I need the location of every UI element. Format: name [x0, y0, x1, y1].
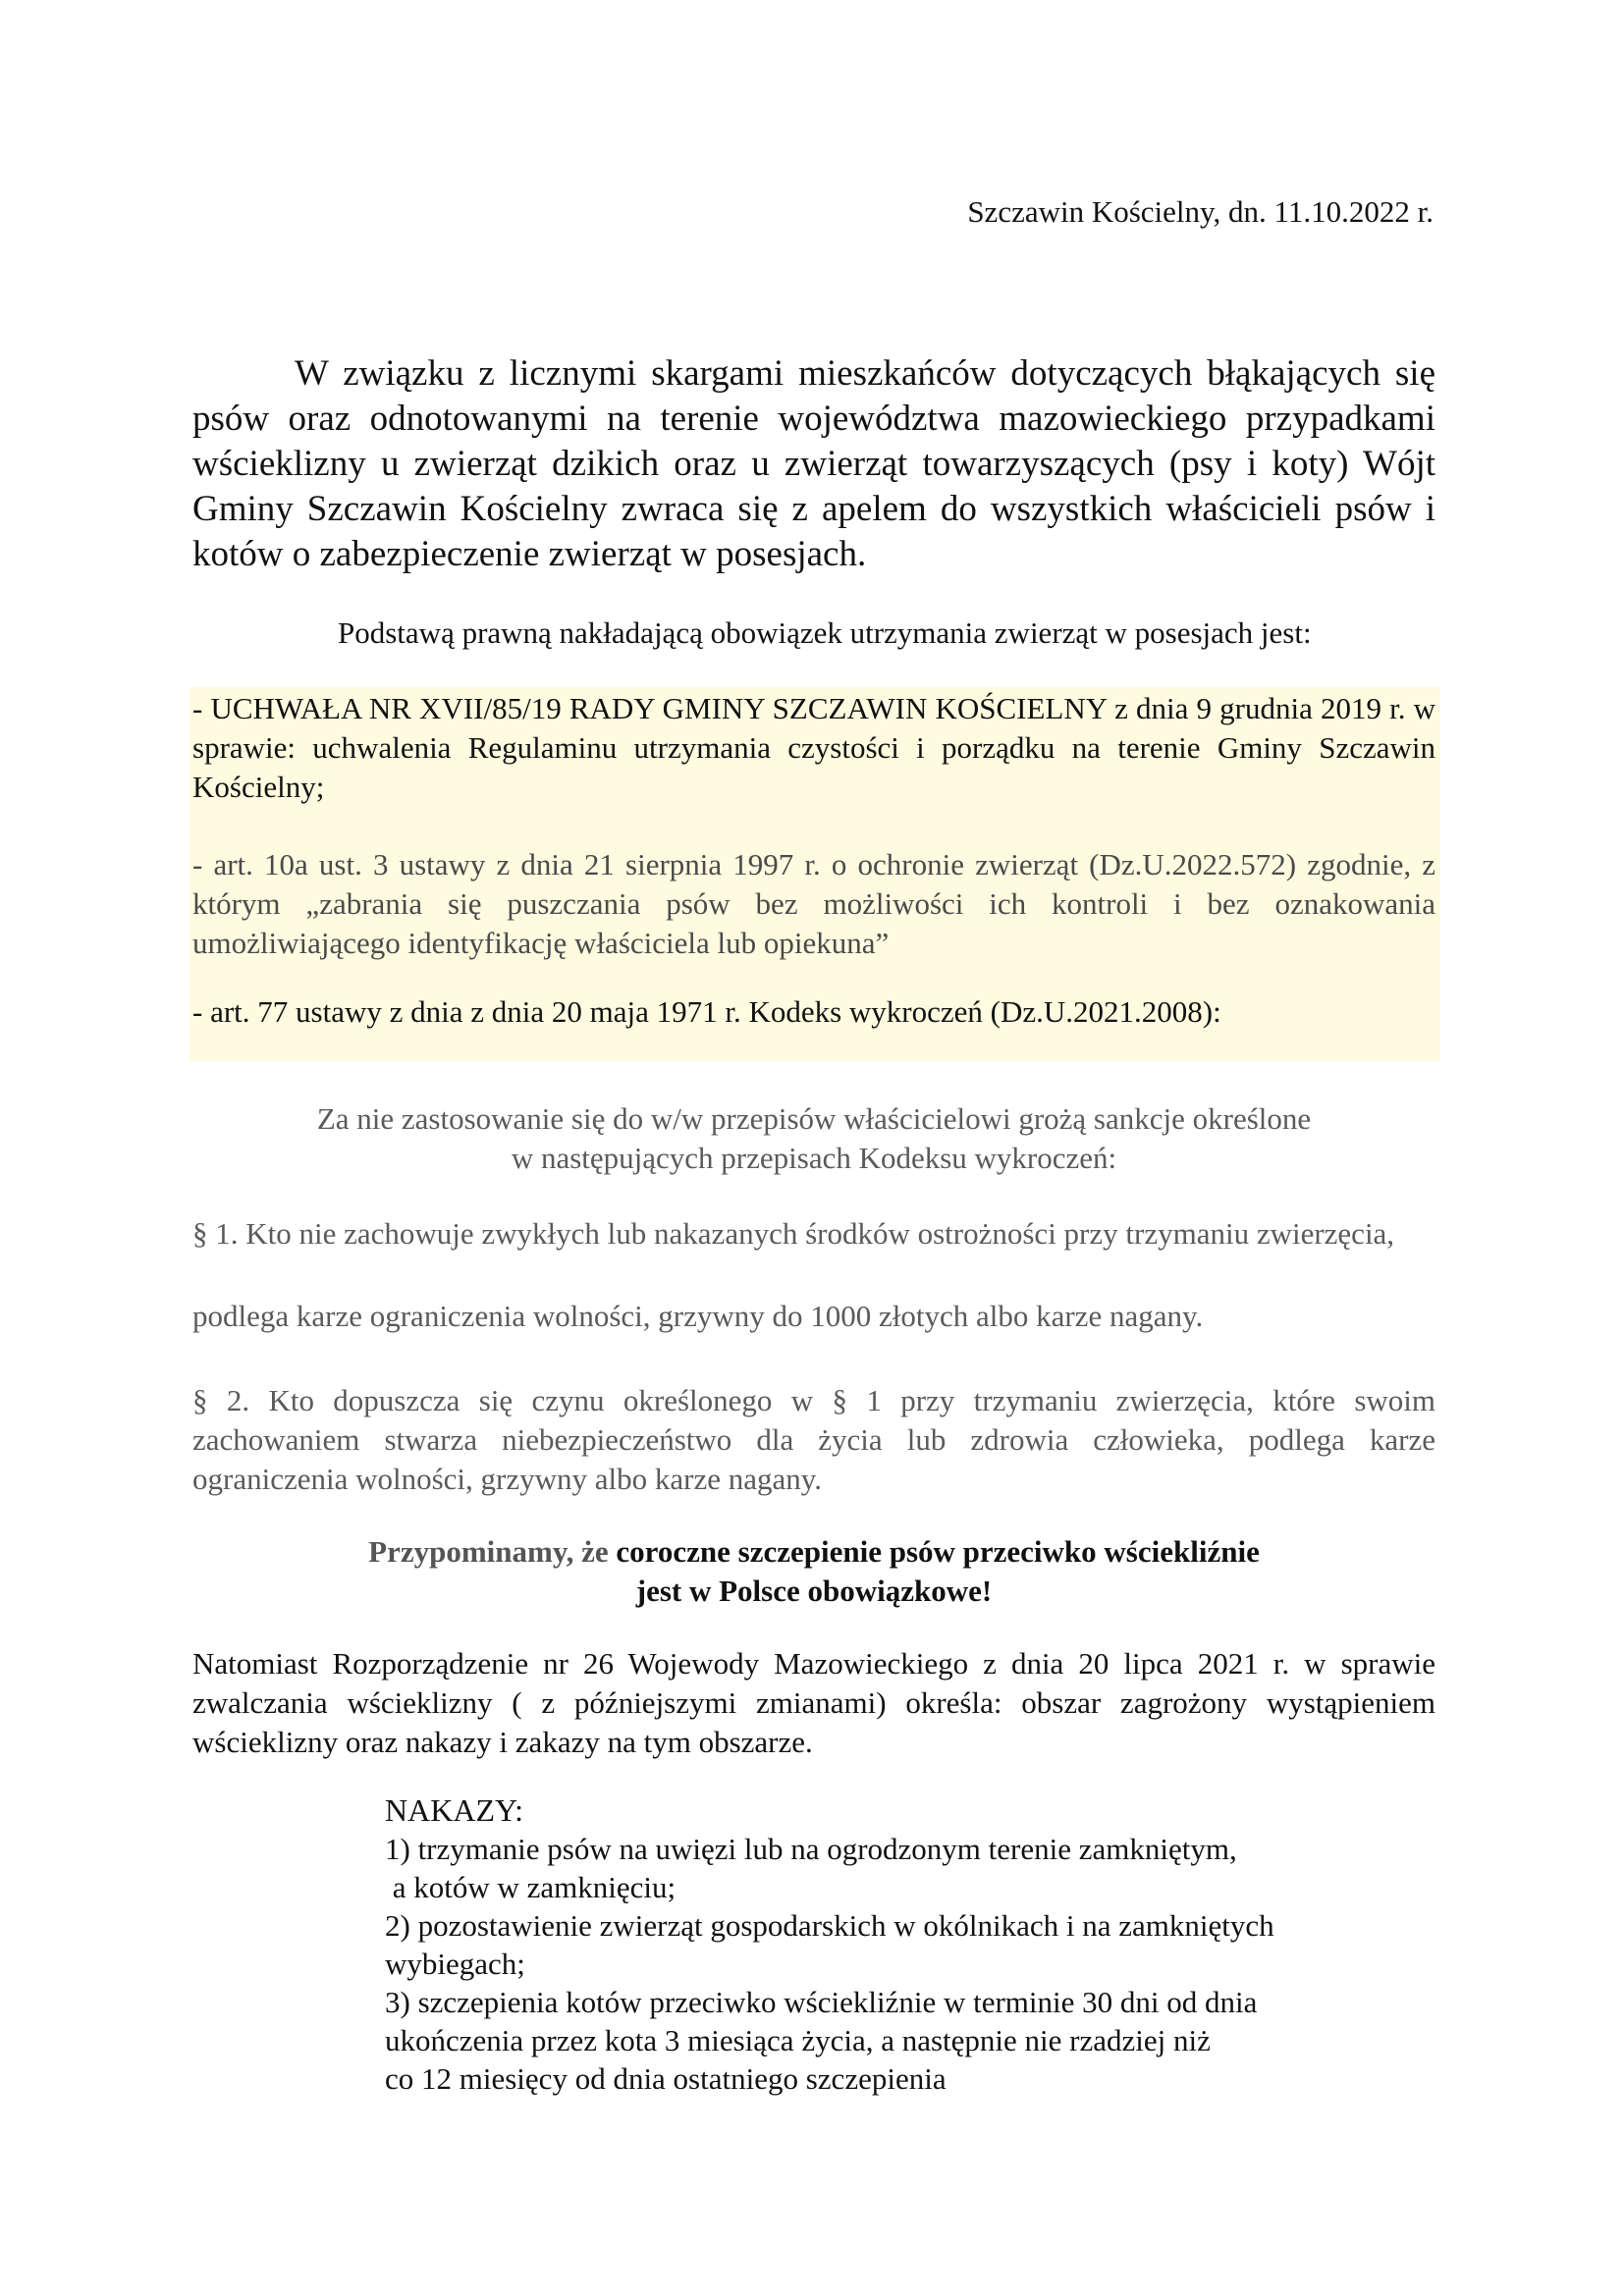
paragraph-2: § 2. Kto dopuszcza się czynu określonego w § 1 przy trzymaniu zwierzęcia, które swoim zachowaniem stwarza niebezpieczeństwo dla życia lub zdrowia człowieka, podlega karze ograniczenia wolności, grzywny albo karze nagany.	[192, 1383, 1435, 1496]
orders-line: wybiegach;	[385, 1947, 525, 1981]
reminder-line-2: jest w Polsce obowiązkowe!	[635, 1574, 993, 1608]
reminder-emphasis: coroczne szczepienie psów przeciwko wściekliźnie	[616, 1534, 1260, 1569]
intro-paragraph	[192, 351, 1435, 577]
resolution-item: - UCHWAŁA NR XVII/85/19 RADY GMINY SZCZAWIN KOŚCIELNY z dnia 9 grudnia 2019 r. w sprawie: uchwalenia Regulaminu utrzymania czystości i porządku na terenie Gminy Szczawin Kościelny;	[192, 691, 1435, 804]
sanctions-line-2: w następujących przepisach Kodeksu wykroczeń:	[511, 1141, 1117, 1175]
orders-line: ukończenia przez kota 3 miesiąca życia, a następnie nie rzadziej niż	[385, 2023, 1211, 2057]
regulation-paragraph: Natomiast Rozporządzenie nr 26 Wojewody Mazowieckiego z dnia 20 lipca 2021 r. w sprawie zwalczania wścieklizny ( z późniejszymi zmianami) określa: obszar zagrożony wystąpieniem wścieklizny oraz nakazy i zakazy na tym obszarze.	[192, 1646, 1435, 1759]
offences-code-item: - art. 77 ustawy z dnia z dnia 20 maja 1971 r. Kodeks wykroczeń (Dz.U.2021.2008):	[192, 994, 1221, 1029]
orders-line: a kotów w zamknięciu;	[385, 1870, 677, 1904]
intro-text: W związku z licznymi skargami mieszkańców dotyczących błąkających się psów oraz odnotowanymi na terenie województwa mazowieckiego przypadkami wścieklizny u zwierząt dzikich oraz u zwierząt towarzyszących (psy i koty) Wójt Gminy Szczawin Kościelny zwraca się z apelem do wszystkich właścicieli psów i kotów o zabezpieczenie zwierząt w posesjach.	[192, 353, 1435, 574]
orders-list	[385, 1791, 1367, 2098]
animal-protection-act-item	[192, 845, 1435, 963]
reminder-line-1	[192, 1532, 1435, 1572]
animal-protection-act-text: - art. 10a ust. 3 ustawy z dnia 21 sierpnia 1997 r. o ochronie zwierząt (Dz.U.2022.572) zgodnie, z którym „zabrania się puszczania psów bez możliwości ich kontroli i bez oznakowania umożliwiającego identyfikację właściciela lub opiekuna”	[192, 847, 1435, 960]
place-and-date: Szczawin Kościelny, dn. 11.10.2022 r.	[967, 194, 1434, 229]
sanctions-intro	[192, 1099, 1435, 1178]
orders-line: 3) szczepienia kotów przeciwko wściekliźnie w terminie 30 dni od dnia	[385, 1985, 1258, 2019]
orders-line: 1) trzymanie psów na uwięzi lub na ogrodzonym terenie zamkniętym,	[385, 1832, 1237, 1866]
sanctions-line-1: Za nie zastosowanie się do w/w przepisów właścicielowi grożą sankcje określone	[316, 1101, 1312, 1136]
legal-basis-heading: Podstawą prawną nakładającą obowiązek utrzymania zwierząt w posesjach jest:	[338, 615, 1312, 650]
orders-line: co 12 miesięcy od dnia ostatniego szczepienia	[385, 2061, 947, 2096]
orders-heading: NAKAZY:	[385, 1792, 524, 1828]
paragraph-1: § 1. Kto nie zachowuje zwykłych lub nakazanych środków ostrożności przy trzymaniu zwierzęcia,	[192, 1216, 1395, 1251]
vaccination-reminder	[192, 1532, 1435, 1611]
orders-line: 2) pozostawienie zwierząt gospodarskich w okólnikach i na zamkniętych	[385, 1908, 1274, 1943]
paragraph-1-penalty: podlega karze ograniczenia wolności, grzywny do 1000 złotych albo karze nagany.	[192, 1299, 1204, 1333]
reminder-lead: Przypominamy, że	[368, 1534, 617, 1569]
